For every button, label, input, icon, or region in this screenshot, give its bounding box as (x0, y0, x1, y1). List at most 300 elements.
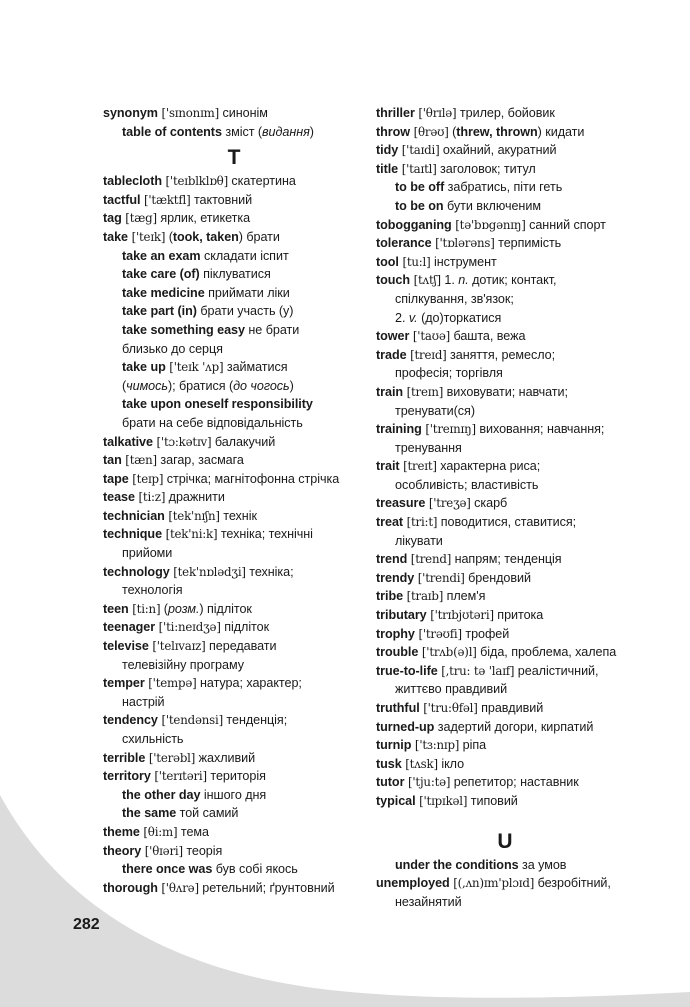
translation: інструмент (430, 254, 497, 269)
translation: технологія (122, 583, 183, 598)
dictionary-entry (376, 234, 634, 253)
headword: take medicine (122, 285, 205, 300)
headword: technology (103, 564, 170, 579)
entry-continuation (103, 414, 365, 433)
headword: take care (of) (122, 267, 200, 282)
headword: the same (122, 806, 177, 821)
dictionary-entry (376, 160, 634, 179)
translation: спілкування, зв'язок; (395, 291, 514, 306)
translation: скарб (470, 496, 508, 511)
transcription: [tæn] (121, 453, 157, 468)
translation: характерна риса; (436, 459, 541, 474)
translation: настрій (122, 694, 165, 709)
translation: дотик; контакт, (468, 273, 557, 288)
translation: правдивий (477, 701, 544, 715)
dictionary-entry (376, 874, 634, 893)
dictionary-entry (103, 451, 365, 470)
transcription: [ti:z] (134, 490, 166, 505)
transcription: ['terɪtəri] (150, 769, 207, 784)
spacer (376, 811, 634, 825)
translation: типовий (467, 793, 518, 808)
translation: ) (289, 378, 294, 393)
headword: training (376, 422, 422, 437)
translation: ( (165, 229, 173, 244)
dictionary-entry (376, 587, 634, 606)
translation: ) кидати (537, 124, 585, 139)
dictionary-entry (376, 253, 634, 272)
entry-continuation (376, 476, 634, 495)
dictionary-entry (103, 191, 365, 210)
dictionary-entry (103, 879, 365, 898)
headword: touch (376, 273, 411, 288)
transcription: [tek'ni:k] (162, 527, 218, 542)
translation: професія; торгівля (395, 366, 503, 381)
phrase-entry (103, 265, 365, 284)
dictionary-entry (103, 470, 365, 489)
headword: teen (103, 601, 129, 616)
transcription: [tʌsk] (401, 756, 438, 771)
translation: лікувати (395, 533, 443, 548)
transcription: [θrəʊ] (410, 124, 449, 139)
entry-continuation (376, 532, 634, 551)
headword: trade (376, 347, 407, 362)
headword: tan (103, 453, 122, 468)
translation: тенденція; (222, 713, 288, 728)
headword: typical (376, 793, 416, 808)
translation: ); братися ( (167, 378, 234, 393)
transcription: ['tɒlərəns] (431, 236, 495, 251)
translation: тренування (395, 440, 462, 455)
translation: близько до серця (122, 341, 223, 356)
translation: ) брати (238, 229, 280, 244)
translation: забратись, піти геть (444, 180, 563, 195)
translation: ) підліток (199, 601, 252, 616)
headword: tributary (376, 608, 427, 623)
headword: tendency (103, 713, 158, 728)
dictionary-entry (103, 767, 365, 786)
translation: іншого дня (200, 787, 267, 802)
dictionary-entry (103, 209, 365, 228)
headword: take an exam (122, 248, 201, 263)
dictionary-entry (103, 104, 365, 123)
transcription: [tæg] (121, 211, 157, 226)
headword: tactful (103, 192, 141, 207)
translation: незайнятий (395, 894, 462, 909)
transcription: ['ti:neɪdʒə] (155, 620, 221, 635)
headword: train (376, 384, 404, 399)
headword: territory (103, 769, 151, 784)
entry-continuation (103, 693, 365, 712)
headword: synonym (103, 106, 158, 120)
transcription: ['treʒə] (425, 496, 471, 511)
translation: задертий догори, кирпатий (434, 719, 594, 734)
transcription: ['tendənsi] (157, 713, 223, 728)
headword: to be on (395, 198, 444, 213)
entry-continuation (103, 544, 365, 563)
headword: table of contents (122, 124, 222, 139)
dictionary-entry (103, 674, 365, 693)
transcription: ['taɪtl] (398, 161, 437, 176)
translation: башта, вежа (450, 329, 526, 344)
dictionary-entry (103, 600, 365, 619)
headword: turnip (376, 738, 412, 753)
phrase-entry (103, 123, 365, 142)
transcription: [tʌtʃ] (410, 273, 441, 288)
headword: theme (103, 824, 140, 839)
headword: tower (376, 329, 410, 344)
dictionary-entry (103, 842, 365, 861)
usage-label: видання (262, 124, 310, 139)
phrase-entry (103, 321, 365, 340)
dictionary-entry (376, 346, 634, 365)
translation: ( (448, 124, 457, 139)
translation: ( (160, 601, 168, 616)
headword: take up (122, 360, 166, 375)
transcription: ['telɪvaɪz] (148, 639, 206, 654)
dictionary-entry (376, 383, 634, 402)
translation: синонім (219, 106, 268, 120)
entry-continuation (376, 402, 634, 421)
dictionary-entry (376, 699, 634, 718)
translation: за умов (518, 857, 567, 872)
dictionary-entry (103, 711, 365, 730)
translation: особливість; властивість (395, 477, 539, 492)
dictionary-entry (103, 488, 365, 507)
transcription: [tu:l] (398, 254, 431, 269)
translation: брати участь (у) (196, 304, 294, 319)
dictionary-entry (376, 606, 634, 625)
transcription: [traɪb] (403, 589, 444, 604)
translation: реалістичний, (514, 663, 599, 678)
headword: there once was (122, 862, 213, 877)
headword: unemployed (376, 876, 450, 891)
phrase-entry (103, 284, 365, 303)
headword: thriller (376, 106, 415, 120)
headword: took, taken (172, 229, 239, 244)
translation: брати на себе відповідальність (122, 415, 303, 430)
transcription: [ti:n] (128, 601, 161, 616)
headword: tool (376, 254, 399, 269)
dictionary-left-column (103, 104, 365, 897)
translation: займатися (223, 360, 288, 375)
dictionary-entry (376, 736, 634, 755)
dictionary-entry (376, 271, 634, 290)
transcription: [θi:m] (139, 824, 178, 839)
transcription: ['θrɪlə] (414, 106, 457, 120)
transcription: ['teɪk 'ʌp] (165, 360, 224, 375)
translation: життєво правдивий (395, 682, 508, 697)
transcription: [tek'nɪʃn] (164, 508, 220, 523)
transcription: ['tempə] (144, 676, 197, 691)
headword: take part (in) (122, 304, 197, 319)
headword: take upon oneself responsibility (122, 397, 313, 412)
headword: turned-up (376, 719, 435, 734)
entry-continuation (376, 309, 634, 328)
dictionary-entry (376, 141, 634, 160)
dictionary-entry (103, 228, 365, 247)
transcription: ['tɪpɪkəl] (415, 793, 468, 808)
translation: передавати (205, 639, 277, 654)
phrase-entry (103, 247, 365, 266)
transcription: ['tju:tə] (404, 775, 451, 790)
dictionary-entry (376, 420, 634, 439)
translation: брендовий (464, 570, 531, 585)
translation: виховувати; навчати; (443, 384, 568, 399)
dictionary-entry (376, 718, 634, 737)
usage-label: чимось (126, 378, 168, 393)
entry-continuation (376, 290, 634, 309)
translation: виховання; навчання; (475, 422, 605, 437)
translation: техніка; технічні (217, 527, 313, 542)
dictionary-entry (376, 104, 634, 123)
entry-continuation (103, 581, 365, 600)
entry-continuation (376, 680, 634, 699)
headword: tusk (376, 756, 402, 771)
translation: територія (206, 769, 266, 784)
translation: охайний, акуратний (439, 143, 557, 158)
dictionary-entry (376, 550, 634, 569)
dictionary-right-column (376, 104, 634, 911)
translation: бути включеним (443, 198, 541, 213)
phrase-entry (103, 786, 365, 805)
translation: ікло (437, 756, 465, 771)
translation: 2. (395, 310, 409, 325)
entry-continuation (103, 656, 365, 675)
headword: tobogganing (376, 217, 452, 232)
translation: поводитися, ставитися; (437, 515, 577, 530)
translation: був собі якось (212, 862, 298, 877)
phrase-entry (103, 804, 365, 823)
translation: техніка; (245, 564, 294, 579)
headword: tape (103, 471, 129, 486)
entry-continuation (103, 377, 365, 396)
translation: балакучий (211, 434, 276, 449)
transcription: [treɪn] (403, 384, 444, 399)
transcription: ['sɪnonɪm] (157, 106, 220, 120)
dictionary-entry (103, 749, 365, 768)
transcription: [tri:t] (403, 515, 438, 530)
headword: take (103, 229, 129, 244)
translation: тема (177, 824, 209, 839)
headword: the other day (122, 787, 201, 802)
headword: tease (103, 490, 135, 505)
headword: tag (103, 211, 122, 226)
headword: technician (103, 508, 165, 523)
translation: ретельний; ґрунтовний (198, 880, 335, 895)
headword: temper (103, 676, 145, 691)
translation: зміст ( (221, 124, 263, 139)
translation: не брати (244, 322, 300, 337)
headword: tablecloth (103, 174, 162, 189)
transcription: ['tɜ:nɪp] (411, 738, 460, 753)
dictionary-entry (103, 637, 365, 656)
transcription: ['θʌrə] (157, 880, 199, 895)
phrase-entry (103, 395, 365, 414)
transcription: ['trʌb(ə)l] (418, 645, 477, 660)
transcription: [treɪd] (406, 347, 447, 362)
transcription: ['taɪdi] (398, 143, 440, 158)
translation: підліток (220, 620, 270, 635)
dictionary-entry (103, 618, 365, 637)
transcription: ['treɪnɪŋ] (421, 422, 476, 437)
transcription: ['teɪblklɒθ] (161, 174, 228, 189)
phrase-entry (376, 856, 634, 875)
section-letter: U (497, 829, 513, 853)
translation: трофей (461, 626, 510, 641)
headword: tidy (376, 143, 399, 158)
headword: terrible (103, 750, 146, 765)
headword: true-to-life (376, 663, 438, 678)
translation: піклуватися (199, 267, 271, 282)
transcription: [trend] (407, 552, 452, 567)
translation: стрічка; магнітофонна стрічка (163, 471, 340, 486)
dictionary-entry (376, 494, 634, 513)
transcription: ['trəʊfi] (414, 626, 462, 641)
entry-continuation (376, 439, 634, 458)
translation: плем'я (443, 589, 486, 604)
translation: терпимість (494, 236, 562, 251)
dictionary-entry (376, 773, 634, 792)
translation: притока (493, 608, 544, 623)
headword: tutor (376, 775, 405, 790)
dictionary-entry (376, 625, 634, 644)
translation: біда, проблема, халепа (476, 645, 617, 660)
translation: складати іспит (200, 248, 289, 263)
headword: thorough (103, 880, 158, 895)
transcription: ['θɪəri] (141, 843, 183, 858)
translation: (до)торкатися (417, 310, 502, 325)
dictionary-entry (376, 755, 634, 774)
translation: ярлик, етикетка (156, 211, 251, 226)
transcription: [teɪp] (128, 471, 164, 486)
translation: той самий (176, 806, 239, 821)
entry-continuation (376, 364, 634, 383)
translation: тактовний (190, 192, 253, 207)
dictionary-entry (376, 792, 634, 811)
headword: truthful (376, 701, 420, 715)
translation: ріпа (459, 738, 487, 753)
translation: прийоми (122, 546, 173, 561)
headword: to be off (395, 180, 445, 195)
translation: ) (309, 124, 314, 139)
translation: натура; характер; (196, 676, 302, 691)
dictionary-entry (103, 507, 365, 526)
dictionary-entry (103, 823, 365, 842)
transcription: ['tæktfl] (140, 192, 191, 207)
section-letter: T (227, 146, 241, 170)
phrase-entry (103, 358, 365, 377)
dictionary-entry (376, 569, 634, 588)
headword: tribe (376, 589, 404, 604)
translation: ( (122, 378, 127, 393)
entry-continuation (103, 730, 365, 749)
transcription: ['terəbl] (145, 750, 196, 765)
usage-label: розм. (167, 601, 200, 616)
transcription: ['tru:θfəl] (419, 701, 478, 715)
translation: скатертина (227, 174, 296, 189)
phrase-entry (103, 302, 365, 321)
headword: teenager (103, 620, 156, 635)
headword: technique (103, 527, 163, 542)
headword: trendy (376, 570, 415, 585)
usage-label: до чогось (233, 378, 290, 393)
translation: заняття, ремесло; (446, 347, 556, 362)
translation: приймати ліки (204, 285, 290, 300)
headword: talkative (103, 434, 153, 449)
headword: trouble (376, 645, 419, 660)
dictionary-entry (103, 433, 365, 452)
dictionary-entry (376, 457, 634, 476)
translation: репетитор; наставник (450, 775, 579, 790)
usage-label: n. (458, 273, 469, 288)
phrase-entry (376, 178, 634, 197)
headword: trend (376, 552, 408, 567)
translation: теорія (182, 843, 223, 858)
translation: заголовок; титул (436, 161, 536, 176)
transcription: ['teɪk] (128, 229, 166, 244)
headword: title (376, 161, 399, 176)
transcription: ['taʊə] (409, 329, 451, 344)
headword: take something easy (122, 322, 245, 337)
dictionary-entry (376, 123, 634, 142)
headword: treat (376, 515, 404, 530)
transcription: [,tru: tə 'laɪf] (437, 663, 515, 678)
headword: theory (103, 843, 142, 858)
headword: trophy (376, 626, 415, 641)
translation: санний спорт (525, 217, 606, 232)
dictionary-entry (376, 216, 634, 235)
translation: напрям; тенденція (451, 552, 562, 567)
transcription: [tek'nɒlədʒi] (169, 564, 246, 579)
transcription: [(,ʌn)ɪm'plɔɪd] (449, 876, 535, 891)
headword: threw, thrown (456, 124, 538, 139)
translation: технік (219, 508, 257, 523)
transcription: ['tɔ:kətɪv] (152, 434, 212, 449)
dictionary-entry (376, 643, 634, 662)
dictionary-entry (103, 563, 365, 582)
usage-label: v. (408, 310, 418, 325)
phrase-entry (376, 197, 634, 216)
translation: жахливий (195, 750, 256, 765)
translation: загар, засмага (156, 453, 244, 468)
transcription: ['trɪbjʊtəri] (426, 608, 494, 623)
headword: televise (103, 639, 149, 654)
headword: trait (376, 459, 400, 474)
dictionary-entry (376, 662, 634, 681)
headword: tolerance (376, 236, 432, 251)
phrase-entry (103, 860, 365, 879)
headword: under the conditions (395, 857, 519, 872)
transcription: ['trendi] (414, 570, 465, 585)
translation: схильність (122, 732, 184, 746)
translation: безробітний, (534, 876, 611, 891)
translation: трилер, бойовик (456, 106, 555, 120)
translation: дражнити (165, 490, 225, 505)
dictionary-entry (376, 327, 634, 346)
transcription: [treɪt] (399, 459, 437, 474)
translation: 1. (440, 273, 459, 288)
headword: treasure (376, 496, 426, 511)
entry-continuation (376, 893, 634, 912)
dictionary-entry (376, 513, 634, 532)
dictionary-entry (103, 172, 365, 191)
dictionary-entry (103, 525, 365, 544)
translation: телевізійну програму (122, 657, 244, 672)
headword: throw (376, 124, 411, 139)
transcription: [tə'bɒgənɪŋ] (451, 217, 526, 232)
page-number: 282 (73, 916, 100, 933)
translation: тренувати(ся) (395, 403, 475, 418)
